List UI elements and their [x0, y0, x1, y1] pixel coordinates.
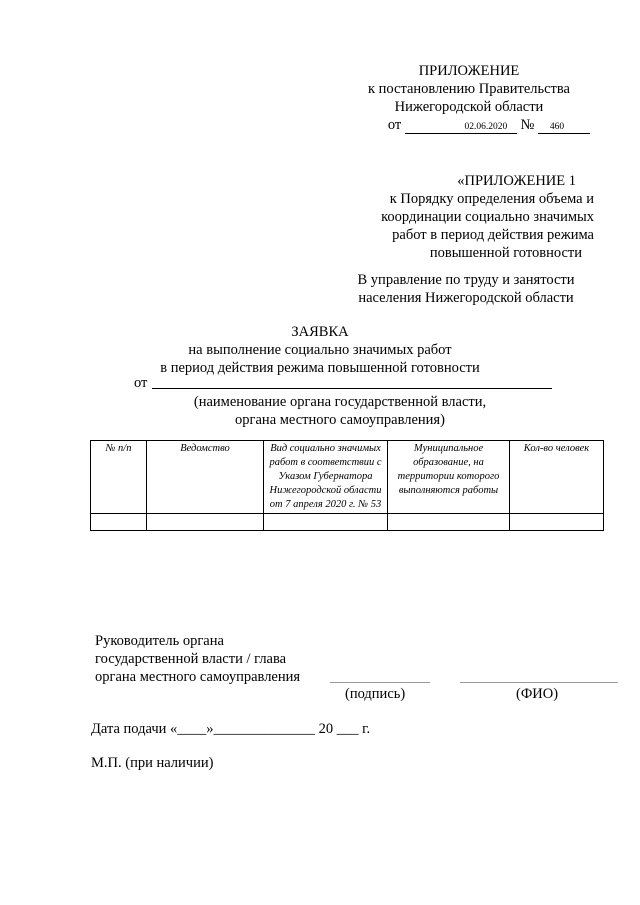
table-cell[interactable] — [388, 514, 510, 531]
appendix-region: Нижегородской области — [394, 99, 544, 115]
signature-block — [95, 632, 325, 686]
appendix-1-title: «ПРИЛОЖЕНИЕ 1 — [457, 173, 576, 189]
stamp-note: М.П. (при наличии) — [91, 755, 214, 771]
application-title: ЗАЯВКА — [291, 324, 349, 340]
organization-note-line1: (наименование органа государственной власти, — [193, 394, 487, 410]
from-label: от — [134, 375, 148, 391]
date-from-label: от — [387, 117, 402, 133]
appendix-1-line1: к Порядку определения объема и — [389, 191, 594, 207]
addressee-line1: В управление по труду и занятости — [357, 272, 575, 288]
appendix-1-line4: повышенной готовности — [429, 245, 582, 261]
signatory-line1: Руководитель органа — [95, 633, 224, 649]
application-subtitle-2: в период действия режима повышенной готовности — [160, 360, 480, 376]
organization-note — [160, 393, 520, 429]
table-row — [91, 514, 604, 531]
submission-date: Дата подачи «____»______________ 20 ___ г. — [91, 721, 371, 737]
table-cell[interactable] — [91, 514, 147, 531]
signature-label: (подпись) — [345, 686, 406, 702]
full-name-label: (ФИО) — [516, 686, 559, 702]
full-name-field[interactable] — [460, 682, 618, 683]
appendix-1-line3: работ в период действия режима — [392, 227, 594, 243]
appendix-date-line — [344, 116, 590, 134]
signatory-line3: органа местного самоуправления — [95, 669, 301, 685]
column-header-work-type: Вид социально значимых работ в соответствии с Указом Губернатора Нижегородской области от 7 апреля 2020 г. № 53 — [264, 441, 388, 514]
signature-field[interactable] — [330, 682, 430, 683]
from-line — [134, 374, 554, 392]
appendix-title: ПРИЛОЖЕНИЕ — [418, 63, 520, 79]
application-subtitle-1: на выполнение социально значимых работ — [188, 342, 452, 358]
addressee-block — [336, 271, 596, 307]
application-heading — [0, 323, 640, 377]
appendix-resolution: к постановлению Правительства — [368, 81, 570, 97]
table-cell[interactable] — [147, 514, 264, 531]
resolution-number: 460 — [538, 121, 590, 134]
organization-name-field[interactable] — [152, 388, 552, 389]
table-cell[interactable] — [510, 514, 604, 531]
resolution-date: 02.06.2020 — [405, 121, 517, 134]
works-table — [90, 440, 604, 531]
column-header-department: Ведомство — [147, 441, 264, 514]
column-header-municipality: Муниципальное образование, на территории которого выполняются работы — [388, 441, 510, 514]
appendix-1-block — [344, 172, 594, 262]
table-header-row — [91, 441, 604, 514]
appendix-1-line2: координации социально значимых — [381, 209, 594, 225]
column-header-people-count: Кол-во человек — [510, 441, 604, 514]
number-label: № — [520, 117, 535, 133]
signatory-line2: государственной власти / глава — [95, 651, 287, 667]
table-cell[interactable] — [264, 514, 388, 531]
addressee-line2: населения Нижегородской области — [358, 290, 574, 306]
column-header-number: № п/п — [91, 441, 147, 514]
appendix-header — [344, 62, 594, 134]
organization-note-line2: органа местного самоуправления) — [235, 412, 445, 428]
